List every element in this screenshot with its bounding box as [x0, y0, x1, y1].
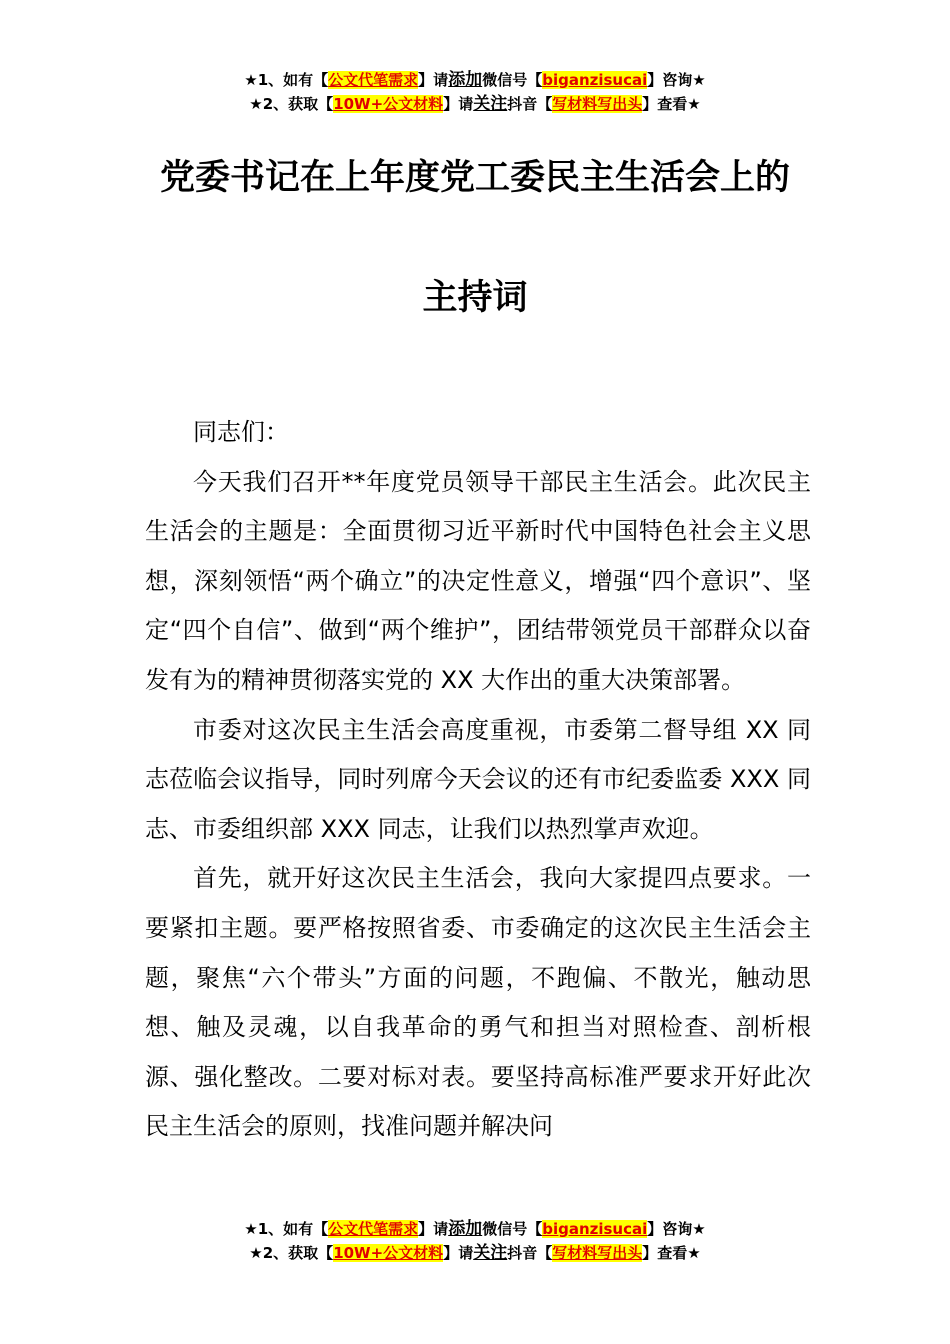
promo-line-2	[0, 92, 950, 116]
promo-line-2	[0, 1241, 950, 1265]
highlight-text: 公文代笔需求	[328, 1220, 419, 1238]
text: 微信号【	[482, 71, 543, 89]
paragraph: 市委对这次民主生活会高度重视，市委第二督导组 XX 同志莅临会议指导，同时列席今天会议的还有市纪委监委 XXX 同志、市委组织部 XXX 同志，让我们以热烈掌声欢迎。	[145, 715, 811, 843]
douyin-account: 写材料写出头	[552, 95, 643, 113]
underlined-text: 关注	[473, 94, 508, 114]
highlight-text: 10W+公文材料	[333, 1244, 444, 1262]
text: 微信号【	[482, 1220, 543, 1238]
underlined-text: 关注	[473, 1243, 508, 1263]
text: 】咨询★	[647, 71, 706, 89]
salutation: 同志们：	[193, 418, 289, 446]
promo-line-1	[0, 68, 950, 92]
wechat-id: biganzisucai	[542, 71, 648, 89]
text: 】请	[443, 1244, 474, 1262]
text: ★2、获取【	[249, 95, 334, 113]
text: ★2、获取【	[249, 1244, 334, 1262]
document-body	[145, 408, 811, 1152]
wechat-id: biganzisucai	[542, 1220, 648, 1238]
paragraph: 首先，就开好这次民主生活会，我向大家提四点要求。一要紧扣主题。要严格按照省委、市委确定的这次民主生活会主题，聚焦“六个带头”方面的问题，不跑偏、不散光，触动思想、触及灵魂，以自我革命的勇气和担当对照检查、剖析根源、强化整改。二要对标对表。要坚持高标准严要求开好此次民主生活会的原则，找准问题并解决问	[145, 864, 811, 1141]
highlight-text: 10W+公文材料	[333, 95, 444, 113]
document-title-line-2: 主持词	[422, 278, 528, 318]
paragraph: 今天我们召开**年度党员领导干部民主生活会。此次民主生活会的主题是：全面贯彻习近平新时代中国特色社会主义思想，深刻领悟“两个确立”的决定性意义，增强“四个意识”、坚定“四个自信”、做到“两个维护”，团结带领党员干部群众以奋发有为的精神贯彻落实党的 XX 大作出的重大决策部署。	[145, 467, 811, 694]
underlined-text: 添加	[448, 1219, 483, 1239]
promo-banner-bottom	[0, 1217, 950, 1265]
text: ★1、如有【	[244, 71, 329, 89]
promo-line-1	[0, 1217, 950, 1241]
text: 】咨询★	[647, 1220, 706, 1238]
document-title-line-1: 党委书记在上年度党工委民主生活会上的	[159, 158, 790, 198]
douyin-account: 写材料写出头	[552, 1244, 643, 1262]
text: 抖音【	[507, 1244, 553, 1262]
text: 】请	[443, 95, 474, 113]
text: 】查看★	[642, 1244, 701, 1262]
text: ★1、如有【	[244, 1220, 329, 1238]
text: 抖音【	[507, 95, 553, 113]
promo-banner-top	[0, 68, 950, 116]
text: 】请	[418, 71, 449, 89]
underlined-text: 添加	[448, 70, 483, 90]
highlight-text: 公文代笔需求	[328, 71, 419, 89]
text: 】请	[418, 1220, 449, 1238]
text: 】查看★	[642, 95, 701, 113]
